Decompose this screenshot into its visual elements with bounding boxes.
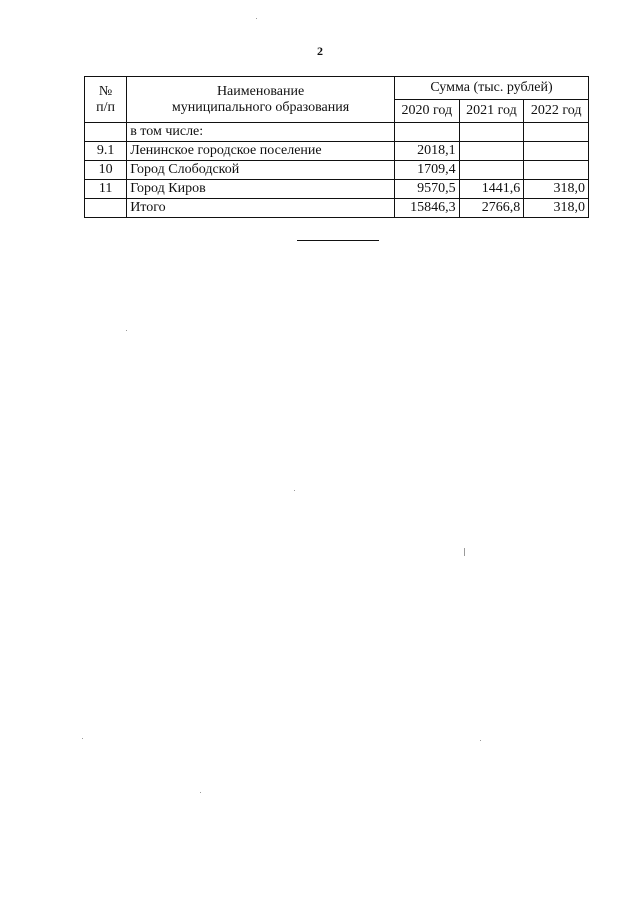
row-value-2021: 1441,6: [459, 180, 524, 199]
row-num: [85, 123, 127, 142]
table-row: [85, 142, 589, 161]
row-num: 9.1: [85, 142, 127, 161]
row-value-2020: 9570,5: [394, 180, 459, 199]
table-row: [85, 123, 589, 142]
row-value-2020: 15846,3: [394, 199, 459, 218]
row-value-2020: 2018,1: [394, 142, 459, 161]
header-year-2022: 2022 год: [524, 100, 589, 123]
row-value-2022: [524, 161, 589, 180]
row-value-2022: [524, 123, 589, 142]
table-row-total: [85, 199, 589, 218]
row-value-2022: 318,0: [524, 199, 589, 218]
row-value-2021: [459, 123, 524, 142]
scan-speck: [82, 738, 83, 739]
header-name-cell: [127, 77, 395, 123]
table-header-row: [85, 77, 589, 100]
row-value-2021: [459, 142, 524, 161]
scan-speck: [200, 792, 201, 793]
page-number: 2: [317, 44, 323, 58]
row-num: 11: [85, 180, 127, 199]
header-year-2020: 2020 год: [394, 100, 459, 123]
row-num: [85, 199, 127, 218]
row-value-2022: 318,0: [524, 180, 589, 199]
row-value-2020: [394, 123, 459, 142]
row-name: в том числе:: [127, 123, 395, 142]
row-value-2021: [459, 161, 524, 180]
header-num-cell: [85, 77, 127, 123]
header-num-line1: №: [98, 83, 113, 99]
header-num-line2: п/п: [96, 99, 116, 115]
scan-speck: [294, 490, 295, 491]
row-name: Город Киров: [127, 180, 395, 199]
header-year-2021: 2021 год: [459, 100, 524, 123]
table-row: [85, 161, 589, 180]
scan-speck: [126, 330, 127, 331]
scan-speck: [464, 548, 465, 556]
row-value-2020: 1709,4: [394, 161, 459, 180]
row-num: 10: [85, 161, 127, 180]
row-value-2022: [524, 142, 589, 161]
header-name-line1: Наименование: [216, 83, 305, 99]
closing-divider-line: [297, 240, 379, 241]
header-name-line2: муниципального образования: [171, 99, 350, 115]
scan-speck: [256, 18, 257, 19]
scan-speck: [480, 740, 481, 741]
row-name: Итого: [127, 199, 395, 218]
header-sum-cell: Сумма (тыс. рублей): [394, 77, 588, 100]
budget-table: [84, 76, 589, 218]
table-row: [85, 180, 589, 199]
row-name: Город Слободской: [127, 161, 395, 180]
row-name: Ленинское городское поселение: [127, 142, 395, 161]
row-value-2021: 2766,8: [459, 199, 524, 218]
